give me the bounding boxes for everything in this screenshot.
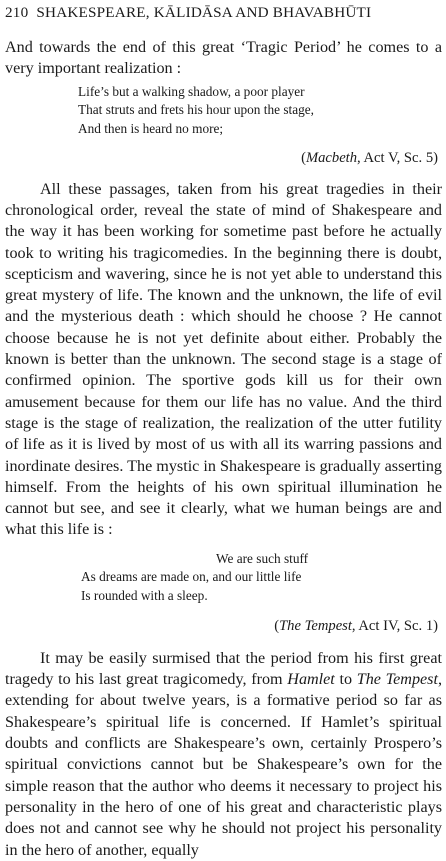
citation-location: , Act IV, Sc. 1: [351, 617, 434, 634]
verse-quote-macbeth: [5, 83, 442, 139]
verse-line: And then is heard no more;: [78, 121, 224, 136]
citation-location: , Act V, Sc. 5: [357, 149, 434, 166]
running-header: [5, 4, 442, 22]
verse-line: Life’s but a walking shadow, a poor player: [78, 83, 305, 99]
verse-line: That struts and frets his hour upon the stage,: [78, 102, 314, 118]
running-title: SHAKESPEARE, KĀLIDĀSA AND BHAVABHŪTI: [36, 4, 372, 21]
citation-tempest: (The Tempest, Act IV, Sc. 1): [274, 617, 438, 634]
verse-line: Is rounded with a sleep.: [81, 588, 208, 604]
paragraph-3-text: It may be easily surmised that the period from his first great tragedy to his last great tragicomedy, from: [5, 649, 442, 689]
paragraph-3-text: , extending for about twelve years, is a formative period so far as Shakespeare’s spiritual life is concerned. If Hamlet’s spiritual doubts and conflicts are Shakespeare’s own, certainly Prospero’s spiritual convictions cannot but be Shakespeare’s own for the simple reason that the author who deems it necessary to project his personality in the hero of one of his great and characteristic plays does not and cannot see why he should not project his personality in the hero of another, equally: [5, 671, 442, 859]
play-title-tempest: The Tempest: [356, 671, 438, 689]
verse-line: We are such stuff: [216, 550, 309, 566]
citation-work-title: Macbeth: [305, 149, 358, 166]
verse-line: As dreams are made on, and our little life: [81, 569, 302, 585]
citation-work-title: The Tempest: [279, 617, 352, 634]
paragraph-2: All these passages, taken from his great tragedies in their chronological order, reveal the state of mind of Shakespeare and the way it has been working for sometime past before he actually took to writing his tragicomedies. In the beginning there is doubt, scepticism and wavering, since he is not yet able to understand this great mystery of life. The known and the unknown, the life of evil and the mysterious death : which should he choose ? He cannot choose because he is not yet definite about either. Probably the known is better than the unknown. The second stage is a stage of confirmed opinion. The sportive gods kill us for their own amusement because for them our life has no value. And the third stage is the stage of realization, the realization of the utter futility of life as it is lived by most of us with all its warring passions and inordinate desires. The mystic in Shakespeare is gradually asserting himself. From the heights of his own spiritual illumination he cannot but see, and see it clearly, what we human beings are and what this life is :: [5, 180, 442, 539]
page-number: 210: [5, 4, 29, 21]
play-title-hamlet: Hamlet: [287, 671, 335, 689]
citation-macbeth: (Macbeth, Act V, Sc. 5): [301, 149, 438, 166]
paragraph-1: And towards the end of this great ‘Tragic Period’ he comes to a very important realization :: [5, 39, 442, 78]
paragraph-3: [5, 648, 442, 861]
verse-quote-tempest: [5, 550, 442, 606]
paragraph-3-text: to: [334, 671, 357, 689]
